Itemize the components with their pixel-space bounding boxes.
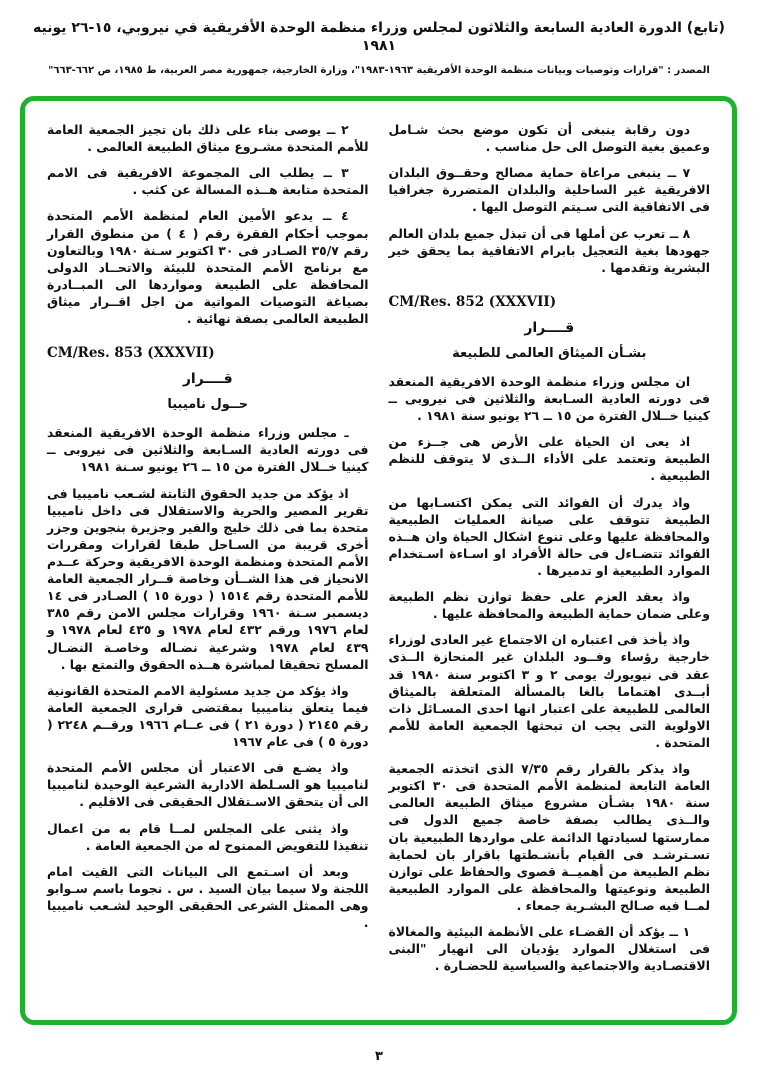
preamble-paragraph: اذ يعى ان الحياة على الأرض هى جــزء من الطبيعة وتعتمد على الأداء الــذى لا يتوقف للنظم الطبيعية . — [388, 434, 710, 484]
preamble-paragraph: واذ يثنى على المجلس لمــا قام به من اعمال تنفيذا للتفويض الممنوح له من الجمعية العامة . — [47, 820, 369, 853]
column-left — [47, 121, 369, 1008]
numbered-clause-8: ٨ ــ تعرب عن أملها فى أن تبذل جميع بلدان العالم جهودها بغية التعجيل بابرام الاتفاقية بما يحقق خير البشرية وتقدمها . — [388, 225, 710, 275]
resolution-subject: بشـأن الميثاق العالمى للطبيعة — [452, 345, 647, 361]
resolution-heading: قــــرار — [524, 319, 575, 336]
preamble-paragraph: ان مجلس وزراء منظمة الوحدة الافريقية المنعقد فى دورته العادية السـابعة والثلاثين فى نيروبى ــ كينيا خــلال الفترة من ١٥ ــ ٢٦ يونيو سنة ١٩٨١ . — [388, 373, 710, 424]
preamble-paragraph: واذ يؤكد من جديد مسئولية الامم المتحدة القانونية فيما يتعلق بناميبيا بمقتضى قرارى الجمعية العامة رقم ٢١٤٥ ( دورة ٢١ ) فى عــام ١٩٦٦ ورقــم ٢٢٤٨ ( دورة ٥ ) فى عام ١٩٦٧ — [47, 682, 369, 750]
numbered-clause-2: ٢ ــ يوصى بناء على ذلك بان تجيز الجمعية العامة للأمم المتحدة مشـروع ميثاق الطبيعة العالمى . — [47, 122, 369, 155]
preamble-paragraph: واذ يدرك أن الفوائد التى يمكن اكتسـابها من الطبيعة تتوقف على صيانة العمليات الطبيعية والمحافظة عليها وعلى تنوع اشكال الحياة وان هــذه الفوائد تتضـاءل فى حالة الأفراد او اسـاءة اسـتخدام الموارد الطبيعية او تدميرها . — [388, 494, 710, 578]
preamble-paragraph: ـ مجلس وزراء منظمة الوحدة الافريقية المنعقد فى دورته العادية السـابعة والثلاثين فى نيروبى ــ كينيا خــلال الفترة من ١٥ ــ ٢٦ يونيو سـنة ١٩٨١ — [47, 425, 369, 475]
resolution-853-label: CM/Res. 853 (XXXVII) — [47, 345, 215, 362]
resolution-852-label: CM/Res. 852 (XXXVII) — [388, 293, 557, 310]
session-title: (تابع) الدورة العادية السابعة والثلاثون لمجلس وزراء منظمة الوحدة الأفريقية في نيروبي، ١٥-٢٦ يونيه ١٩٨١ — [33, 20, 725, 54]
paragraph: دون رقابة ينبغى أن تكون موضع بحث شـامل وعميق بغية التوصل الى حل مناسب . — [388, 122, 710, 155]
page-header — [0, 20, 758, 77]
numbered-clause-1: ١ ــ يؤكد أن القضـاء على الأنظمة البيئية والمغالاة فى استغلال الموارد يؤديان الى انهيار "البنى الاقتصـادية والاجتماعية والسياسية للحضـارة . — [388, 924, 710, 974]
preamble-paragraph: واذ يأخذ فى اعتباره ان الاجتماع غير العادى لوزراء خارجية رؤساء وفــود البلدان غير المنحازة الــذى عقد فى نيويورك يومى ٢ و ٣ اكتوبر سنة ١٩٨٠ قد أبــدى اهتماما بالغا بالمسألة المتعلقة بالميثاق العالمى للطبيعة على اعتبار انها احدى المسـائل ذات الاولوية التى يجب ان تبحثها الجمعية العامة للأمم المتحدة . — [388, 632, 710, 750]
column-right — [389, 121, 711, 1008]
preamble-paragraph: واذ يذكر بالقرار رقم ٧/٣٥ الذى اتخذته الجمعية العامة التابعة لمنظمة الأمم المتحدة فى ٣٠ اكتوبر سنة ١٩٨٠ بشـأن مشروع ميثاق الطبيعة العالمى والــذى يطالب بصفة خاصة جميع الدول فى ممارستها لسيادتها الدائمة على مواردها الطبيعية بان تسـترشـد فى القيام بأنشـطتها باقرار بان لحماية نظم الطبيعة من أهميــة قصوى والحفاظ على توازن الطبيعة ونوعيتها والمحافظة على الموارد الطبيعية لمــا فيه صـالح البشـرية جمعاء . — [388, 761, 710, 913]
page-number: ٣ — [375, 1049, 383, 1064]
numbered-clause-3: ٣ ــ يطلب الى المجموعة الافريقية فى الامم المتحدة متابعة هــذه المسالة عن كثب . — [47, 165, 369, 198]
two-column-layout — [47, 121, 710, 1008]
source-citation: المصدر : "قرارات وتوصيات وبيانات منظمة الوحدة الأفريقية ١٩٦٣-١٩٨٣"، وزارة الخارجية، جمهورية مصر العربية، ط ١٩٨٥، ص ٦٦٢-٦٦٣" — [48, 65, 710, 76]
numbered-clause-4: ٤ ــ يدعو الأمين العام لمنظمة الأمم المتحدة بموجب أحكام الفقرة رقم ( ٤ ) من منطوق القرار رقم ٣٥/٧ الصـادر فى ٣٠ اكتوبر سـنة ١٩٨٠ وبالتعاون مع برنامج الأمم المتحدة للبيئة والاتحــاد الدولى المحافظة على الطبيعة ومواردها الى المبــادرة بصياغة التوصيات المواتية من اجل اقــرار ميثاق الطبيعة العالمى بصفة نهائية . — [47, 208, 369, 327]
preamble-paragraph: وبعد أن اسـتمع الى البيانات التى القيت امام اللجنة ولا سيما بيان السيد . س . نجوما باسم سـوابو وهى الممثل الشرعى الحقيقى الوحيد لشـعب ناميبيا . — [47, 863, 369, 931]
preamble-paragraph: واذ يعقد العزم على حفظ توازن نظم الطبيعة وعلى ضمان حماية الطبيعة والمحافظة عليها . — [388, 589, 710, 622]
preamble-paragraph: واذ يضـع فى الاعتبار أن مجلس الأمم المتحدة لناميبيا هو السـلطة الادارية الشرعية الوحيدة لناميبيا الى أن يتحقق الاسـتقلال الحقيقى فى الاقليم . — [47, 760, 369, 810]
preamble-paragraph: اذ يؤكد من جديد الحقوق الثابتة لشـعب ناميبيا فى تقرير المصير والحرية والاستقلال فى داخل ناميبيا متحدة بما فى ذلك خليج والفير وجزيرة بنجوين وجزر أخرى قريبة من السـاحل طبقا لقرارات ومقررات الأمم المتحدة ومنظمة الوحدة الافريقية وحركة عــدم الانحياز فى هذا الشــأن وخاصة قــرار الجمعية العامة للأمم المتحدة رقم ١٥١٤ ( دورة ١٥ ) الصـادر فى ١٤ ديسمبر سـنة ١٩٦٠ وقرارات مجلس الامن رقم ٣٨٥ لعام ١٩٧٦ ورقم ٤٣٢ لعام ١٩٧٨ و ٤٣٥ لعام ١٩٧٨ و ٤٣٩ لعام ١٩٧٨ وشرعية نضـاله وخاصـة النضـال المسلح تحقيقا لمباشرة هــذه الحقوق والتمتع بها . — [47, 485, 369, 672]
resolution-heading: قــــرار — [182, 371, 233, 388]
resolution-subject: حــول ناميبيا — [167, 397, 249, 413]
document-frame — [20, 96, 737, 1025]
numbered-clause-7: ٧ ــ ينبغى مراعاة حماية مصالح وحقــوق البلدان الافريقية غير الساحلية والبلدان المتضررة جغرافيا فى الاتفاقية التى سـيتم التوصل اليها . — [388, 165, 710, 215]
